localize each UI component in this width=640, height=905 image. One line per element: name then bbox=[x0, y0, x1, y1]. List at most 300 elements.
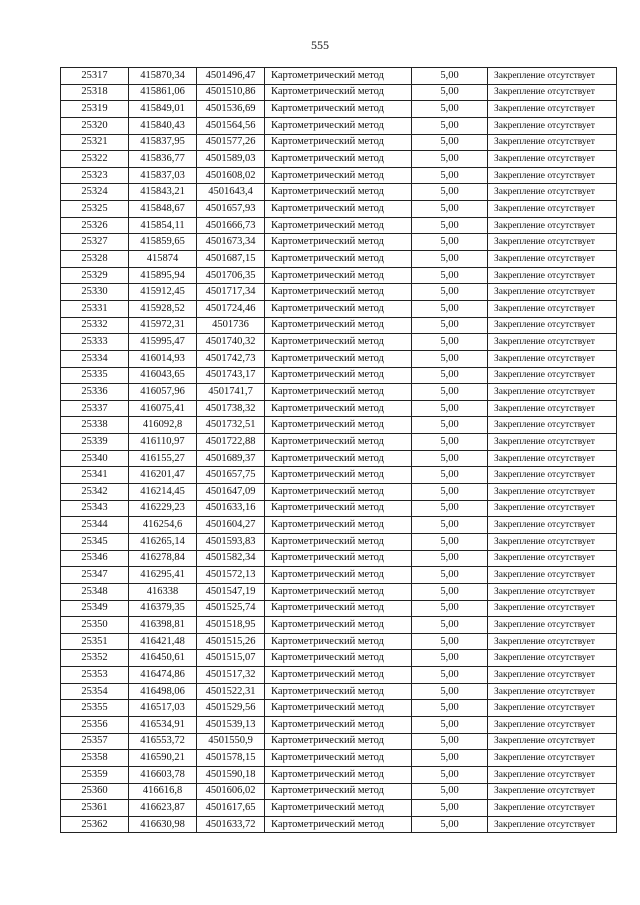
x-coordinate-cell: 416498,06 bbox=[129, 683, 197, 700]
fixation-cell: Закрепление отсутствует bbox=[488, 68, 617, 85]
fixation-cell: Закрепление отсутствует bbox=[488, 234, 617, 251]
method-cell: Картометрический метод bbox=[265, 300, 412, 317]
table-row bbox=[61, 500, 617, 517]
coordinates-table bbox=[60, 67, 617, 833]
x-coordinate-cell: 416057,96 bbox=[129, 384, 197, 401]
table-row bbox=[61, 84, 617, 101]
point-number-cell: 25344 bbox=[61, 517, 129, 534]
x-coordinate-cell: 416338 bbox=[129, 583, 197, 600]
fixation-cell: Закрепление отсутствует bbox=[488, 567, 617, 584]
table-row bbox=[61, 101, 617, 118]
y-coordinate-cell: 4501529,56 bbox=[197, 700, 265, 717]
accuracy-cell: 5,00 bbox=[412, 84, 488, 101]
accuracy-cell: 5,00 bbox=[412, 650, 488, 667]
x-coordinate-cell: 416092,8 bbox=[129, 417, 197, 434]
y-coordinate-cell: 4501515,07 bbox=[197, 650, 265, 667]
accuracy-cell: 5,00 bbox=[412, 350, 488, 367]
method-cell: Картометрический метод bbox=[265, 484, 412, 501]
x-coordinate-cell: 415861,06 bbox=[129, 84, 197, 101]
y-coordinate-cell: 4501496,47 bbox=[197, 68, 265, 85]
x-coordinate-cell: 416155,27 bbox=[129, 450, 197, 467]
y-coordinate-cell: 4501522,31 bbox=[197, 683, 265, 700]
table-row bbox=[61, 633, 617, 650]
x-coordinate-cell: 415837,03 bbox=[129, 167, 197, 184]
point-number-cell: 25353 bbox=[61, 667, 129, 684]
x-coordinate-cell: 415972,31 bbox=[129, 317, 197, 334]
accuracy-cell: 5,00 bbox=[412, 117, 488, 134]
table-row bbox=[61, 716, 617, 733]
method-cell: Картометрический метод bbox=[265, 417, 412, 434]
point-number-cell: 25345 bbox=[61, 533, 129, 550]
x-coordinate-cell: 416254,6 bbox=[129, 517, 197, 534]
y-coordinate-cell: 4501722,88 bbox=[197, 434, 265, 451]
x-coordinate-cell: 416201,47 bbox=[129, 467, 197, 484]
y-coordinate-cell: 4501633,72 bbox=[197, 816, 265, 833]
point-number-cell: 25323 bbox=[61, 167, 129, 184]
fixation-cell: Закрепление отсутствует bbox=[488, 84, 617, 101]
method-cell: Картометрический метод bbox=[265, 533, 412, 550]
method-cell: Картометрический метод bbox=[265, 600, 412, 617]
point-number-cell: 25330 bbox=[61, 284, 129, 301]
table-row bbox=[61, 134, 617, 151]
accuracy-cell: 5,00 bbox=[412, 151, 488, 168]
table-row bbox=[61, 567, 617, 584]
fixation-cell: Закрепление отсутствует bbox=[488, 800, 617, 817]
table-row bbox=[61, 583, 617, 600]
x-coordinate-cell: 415836,77 bbox=[129, 151, 197, 168]
y-coordinate-cell: 4501564,56 bbox=[197, 117, 265, 134]
fixation-cell: Закрепление отсутствует bbox=[488, 367, 617, 384]
fixation-cell: Закрепление отсутствует bbox=[488, 533, 617, 550]
point-number-cell: 25359 bbox=[61, 766, 129, 783]
point-number-cell: 25355 bbox=[61, 700, 129, 717]
table-row bbox=[61, 400, 617, 417]
table-row bbox=[61, 434, 617, 451]
x-coordinate-cell: 416265,14 bbox=[129, 533, 197, 550]
y-coordinate-cell: 4501673,34 bbox=[197, 234, 265, 251]
accuracy-cell: 5,00 bbox=[412, 400, 488, 417]
x-coordinate-cell: 416517,03 bbox=[129, 700, 197, 717]
table-row bbox=[61, 533, 617, 550]
fixation-cell: Закрепление отсутствует bbox=[488, 384, 617, 401]
point-number-cell: 25361 bbox=[61, 800, 129, 817]
y-coordinate-cell: 4501572,13 bbox=[197, 567, 265, 584]
point-number-cell: 25347 bbox=[61, 567, 129, 584]
method-cell: Картометрический метод bbox=[265, 101, 412, 118]
table-row bbox=[61, 783, 617, 800]
method-cell: Картометрический метод bbox=[265, 117, 412, 134]
y-coordinate-cell: 4501539,13 bbox=[197, 716, 265, 733]
x-coordinate-cell: 416450,61 bbox=[129, 650, 197, 667]
y-coordinate-cell: 4501687,15 bbox=[197, 251, 265, 268]
method-cell: Картометрический метод bbox=[265, 617, 412, 634]
method-cell: Картометрический метод bbox=[265, 500, 412, 517]
table-row bbox=[61, 234, 617, 251]
method-cell: Картометрический метод bbox=[265, 633, 412, 650]
fixation-cell: Закрепление отсутствует bbox=[488, 500, 617, 517]
method-cell: Картометрический метод bbox=[265, 766, 412, 783]
accuracy-cell: 5,00 bbox=[412, 101, 488, 118]
point-number-cell: 25328 bbox=[61, 251, 129, 268]
fixation-cell: Закрепление отсутствует bbox=[488, 467, 617, 484]
fixation-cell: Закрепление отсутствует bbox=[488, 300, 617, 317]
y-coordinate-cell: 4501515,26 bbox=[197, 633, 265, 650]
point-number-cell: 25341 bbox=[61, 467, 129, 484]
method-cell: Картометрический метод bbox=[265, 267, 412, 284]
point-number-cell: 25326 bbox=[61, 217, 129, 234]
y-coordinate-cell: 4501608,02 bbox=[197, 167, 265, 184]
table-row bbox=[61, 484, 617, 501]
accuracy-cell: 5,00 bbox=[412, 434, 488, 451]
table-row bbox=[61, 267, 617, 284]
fixation-cell: Закрепление отсутствует bbox=[488, 450, 617, 467]
table-row bbox=[61, 284, 617, 301]
method-cell: Картометрический метод bbox=[265, 251, 412, 268]
accuracy-cell: 5,00 bbox=[412, 417, 488, 434]
x-coordinate-cell: 415928,52 bbox=[129, 300, 197, 317]
point-number-cell: 25322 bbox=[61, 151, 129, 168]
fixation-cell: Закрепление отсутствует bbox=[488, 700, 617, 717]
fixation-cell: Закрепление отсутствует bbox=[488, 317, 617, 334]
point-number-cell: 25360 bbox=[61, 783, 129, 800]
x-coordinate-cell: 416295,41 bbox=[129, 567, 197, 584]
y-coordinate-cell: 4501550,9 bbox=[197, 733, 265, 750]
point-number-cell: 25320 bbox=[61, 117, 129, 134]
fixation-cell: Закрепление отсутствует bbox=[488, 667, 617, 684]
y-coordinate-cell: 4501518,95 bbox=[197, 617, 265, 634]
point-number-cell: 25327 bbox=[61, 234, 129, 251]
table-row bbox=[61, 550, 617, 567]
fixation-cell: Закрепление отсутствует bbox=[488, 733, 617, 750]
x-coordinate-cell: 416553,72 bbox=[129, 733, 197, 750]
point-number-cell: 25356 bbox=[61, 716, 129, 733]
x-coordinate-cell: 415837,95 bbox=[129, 134, 197, 151]
table-row bbox=[61, 117, 617, 134]
accuracy-cell: 5,00 bbox=[412, 517, 488, 534]
accuracy-cell: 5,00 bbox=[412, 667, 488, 684]
method-cell: Картометрический метод bbox=[265, 567, 412, 584]
point-number-cell: 25352 bbox=[61, 650, 129, 667]
x-coordinate-cell: 415995,47 bbox=[129, 334, 197, 351]
fixation-cell: Закрепление отсутствует bbox=[488, 184, 617, 201]
table-row bbox=[61, 683, 617, 700]
accuracy-cell: 5,00 bbox=[412, 167, 488, 184]
accuracy-cell: 5,00 bbox=[412, 816, 488, 833]
accuracy-cell: 5,00 bbox=[412, 700, 488, 717]
method-cell: Картометрический метод bbox=[265, 816, 412, 833]
point-number-cell: 25318 bbox=[61, 84, 129, 101]
method-cell: Картометрический метод bbox=[265, 84, 412, 101]
y-coordinate-cell: 4501578,15 bbox=[197, 750, 265, 767]
method-cell: Картометрический метод bbox=[265, 367, 412, 384]
table-row bbox=[61, 467, 617, 484]
method-cell: Картометрический метод bbox=[265, 550, 412, 567]
x-coordinate-cell: 415874 bbox=[129, 251, 197, 268]
y-coordinate-cell: 4501536,69 bbox=[197, 101, 265, 118]
fixation-cell: Закрепление отсутствует bbox=[488, 334, 617, 351]
method-cell: Картометрический метод bbox=[265, 733, 412, 750]
accuracy-cell: 5,00 bbox=[412, 583, 488, 600]
accuracy-cell: 5,00 bbox=[412, 284, 488, 301]
point-number-cell: 25332 bbox=[61, 317, 129, 334]
point-number-cell: 25346 bbox=[61, 550, 129, 567]
fixation-cell: Закрепление отсутствует bbox=[488, 400, 617, 417]
fixation-cell: Закрепление отсутствует bbox=[488, 550, 617, 567]
method-cell: Картометрический метод bbox=[265, 683, 412, 700]
table-row bbox=[61, 184, 617, 201]
y-coordinate-cell: 4501589,03 bbox=[197, 151, 265, 168]
y-coordinate-cell: 4501604,27 bbox=[197, 517, 265, 534]
table-row bbox=[61, 816, 617, 833]
accuracy-cell: 5,00 bbox=[412, 533, 488, 550]
method-cell: Картометрический метод bbox=[265, 384, 412, 401]
accuracy-cell: 5,00 bbox=[412, 267, 488, 284]
accuracy-cell: 5,00 bbox=[412, 134, 488, 151]
fixation-cell: Закрепление отсутствует bbox=[488, 167, 617, 184]
y-coordinate-cell: 4501741,7 bbox=[197, 384, 265, 401]
method-cell: Картометрический метод bbox=[265, 400, 412, 417]
y-coordinate-cell: 4501742,73 bbox=[197, 350, 265, 367]
x-coordinate-cell: 416421,48 bbox=[129, 633, 197, 650]
x-coordinate-cell: 415848,67 bbox=[129, 201, 197, 218]
point-number-cell: 25335 bbox=[61, 367, 129, 384]
y-coordinate-cell: 4501743,17 bbox=[197, 367, 265, 384]
accuracy-cell: 5,00 bbox=[412, 300, 488, 317]
method-cell: Картометрический метод bbox=[265, 334, 412, 351]
fixation-cell: Закрепление отсутствует bbox=[488, 117, 617, 134]
accuracy-cell: 5,00 bbox=[412, 68, 488, 85]
method-cell: Картометрический метод bbox=[265, 650, 412, 667]
fixation-cell: Закрепление отсутствует bbox=[488, 350, 617, 367]
point-number-cell: 25342 bbox=[61, 484, 129, 501]
point-number-cell: 25357 bbox=[61, 733, 129, 750]
fixation-cell: Закрепление отсутствует bbox=[488, 517, 617, 534]
x-coordinate-cell: 416379,35 bbox=[129, 600, 197, 617]
y-coordinate-cell: 4501706,35 bbox=[197, 267, 265, 284]
table-row bbox=[61, 300, 617, 317]
fixation-cell: Закрепление отсутствует bbox=[488, 267, 617, 284]
y-coordinate-cell: 4501525,74 bbox=[197, 600, 265, 617]
y-coordinate-cell: 4501736 bbox=[197, 317, 265, 334]
y-coordinate-cell: 4501590,18 bbox=[197, 766, 265, 783]
table-row bbox=[61, 151, 617, 168]
method-cell: Картометрический метод bbox=[265, 350, 412, 367]
y-coordinate-cell: 4501666,73 bbox=[197, 217, 265, 234]
fixation-cell: Закрепление отсутствует bbox=[488, 783, 617, 800]
accuracy-cell: 5,00 bbox=[412, 467, 488, 484]
accuracy-cell: 5,00 bbox=[412, 633, 488, 650]
method-cell: Картометрический метод bbox=[265, 134, 412, 151]
fixation-cell: Закрепление отсутствует bbox=[488, 633, 617, 650]
method-cell: Картометрический метод bbox=[265, 184, 412, 201]
method-cell: Картометрический метод bbox=[265, 167, 412, 184]
x-coordinate-cell: 416229,23 bbox=[129, 500, 197, 517]
fixation-cell: Закрепление отсутствует bbox=[488, 617, 617, 634]
x-coordinate-cell: 416590,21 bbox=[129, 750, 197, 767]
table-row bbox=[61, 167, 617, 184]
point-number-cell: 25358 bbox=[61, 750, 129, 767]
x-coordinate-cell: 415859,65 bbox=[129, 234, 197, 251]
point-number-cell: 25319 bbox=[61, 101, 129, 118]
method-cell: Картометрический метод bbox=[265, 783, 412, 800]
accuracy-cell: 5,00 bbox=[412, 384, 488, 401]
point-number-cell: 25334 bbox=[61, 350, 129, 367]
x-coordinate-cell: 416534,91 bbox=[129, 716, 197, 733]
fixation-cell: Закрепление отсутствует bbox=[488, 766, 617, 783]
point-number-cell: 25329 bbox=[61, 267, 129, 284]
accuracy-cell: 5,00 bbox=[412, 184, 488, 201]
y-coordinate-cell: 4501740,32 bbox=[197, 334, 265, 351]
accuracy-cell: 5,00 bbox=[412, 201, 488, 218]
point-number-cell: 25331 bbox=[61, 300, 129, 317]
method-cell: Картометрический метод bbox=[265, 151, 412, 168]
x-coordinate-cell: 415854,11 bbox=[129, 217, 197, 234]
method-cell: Картометрический метод bbox=[265, 68, 412, 85]
point-number-cell: 25337 bbox=[61, 400, 129, 417]
table-row bbox=[61, 201, 617, 218]
method-cell: Картометрический метод bbox=[265, 800, 412, 817]
y-coordinate-cell: 4501657,75 bbox=[197, 467, 265, 484]
y-coordinate-cell: 4501717,34 bbox=[197, 284, 265, 301]
table-row bbox=[61, 517, 617, 534]
accuracy-cell: 5,00 bbox=[412, 317, 488, 334]
fixation-cell: Закрепление отсутствует bbox=[488, 201, 617, 218]
table-row bbox=[61, 600, 617, 617]
point-number-cell: 25321 bbox=[61, 134, 129, 151]
point-number-cell: 25343 bbox=[61, 500, 129, 517]
y-coordinate-cell: 4501647,09 bbox=[197, 484, 265, 501]
point-number-cell: 25349 bbox=[61, 600, 129, 617]
accuracy-cell: 5,00 bbox=[412, 567, 488, 584]
y-coordinate-cell: 4501643,4 bbox=[197, 184, 265, 201]
fixation-cell: Закрепление отсутствует bbox=[488, 484, 617, 501]
x-coordinate-cell: 415895,94 bbox=[129, 267, 197, 284]
point-number-cell: 25339 bbox=[61, 434, 129, 451]
y-coordinate-cell: 4501689,37 bbox=[197, 450, 265, 467]
fixation-cell: Закрепление отсутствует bbox=[488, 600, 617, 617]
fixation-cell: Закрепление отсутствует bbox=[488, 816, 617, 833]
x-coordinate-cell: 416214,45 bbox=[129, 484, 197, 501]
point-number-cell: 25338 bbox=[61, 417, 129, 434]
accuracy-cell: 5,00 bbox=[412, 600, 488, 617]
method-cell: Картометрический метод bbox=[265, 716, 412, 733]
fixation-cell: Закрепление отсутствует bbox=[488, 650, 617, 667]
accuracy-cell: 5,00 bbox=[412, 484, 488, 501]
x-coordinate-cell: 416278,84 bbox=[129, 550, 197, 567]
table-row bbox=[61, 617, 617, 634]
fixation-cell: Закрепление отсутствует bbox=[488, 101, 617, 118]
x-coordinate-cell: 416110,97 bbox=[129, 434, 197, 451]
accuracy-cell: 5,00 bbox=[412, 783, 488, 800]
x-coordinate-cell: 416014,93 bbox=[129, 350, 197, 367]
accuracy-cell: 5,00 bbox=[412, 334, 488, 351]
x-coordinate-cell: 415849,01 bbox=[129, 101, 197, 118]
table-row bbox=[61, 367, 617, 384]
fixation-cell: Закрепление отсутствует bbox=[488, 151, 617, 168]
table-row bbox=[61, 350, 617, 367]
x-coordinate-cell: 416603,78 bbox=[129, 766, 197, 783]
fixation-cell: Закрепление отсутствует bbox=[488, 716, 617, 733]
x-coordinate-cell: 416075,41 bbox=[129, 400, 197, 417]
y-coordinate-cell: 4501582,34 bbox=[197, 550, 265, 567]
x-coordinate-cell: 415912,45 bbox=[129, 284, 197, 301]
table-row bbox=[61, 800, 617, 817]
point-number-cell: 25336 bbox=[61, 384, 129, 401]
method-cell: Картометрический метод bbox=[265, 667, 412, 684]
table-row bbox=[61, 733, 617, 750]
y-coordinate-cell: 4501724,46 bbox=[197, 300, 265, 317]
y-coordinate-cell: 4501657,93 bbox=[197, 201, 265, 218]
fixation-cell: Закрепление отсутствует bbox=[488, 434, 617, 451]
table-row bbox=[61, 417, 617, 434]
table-row bbox=[61, 334, 617, 351]
accuracy-cell: 5,00 bbox=[412, 733, 488, 750]
fixation-cell: Закрепление отсутствует bbox=[488, 683, 617, 700]
point-number-cell: 25348 bbox=[61, 583, 129, 600]
accuracy-cell: 5,00 bbox=[412, 217, 488, 234]
y-coordinate-cell: 4501738,32 bbox=[197, 400, 265, 417]
table-row bbox=[61, 667, 617, 684]
table-row bbox=[61, 384, 617, 401]
y-coordinate-cell: 4501510,86 bbox=[197, 84, 265, 101]
accuracy-cell: 5,00 bbox=[412, 683, 488, 700]
method-cell: Картометрический метод bbox=[265, 583, 412, 600]
y-coordinate-cell: 4501732,51 bbox=[197, 417, 265, 434]
fixation-cell: Закрепление отсутствует bbox=[488, 284, 617, 301]
point-number-cell: 25354 bbox=[61, 683, 129, 700]
accuracy-cell: 5,00 bbox=[412, 450, 488, 467]
x-coordinate-cell: 415843,21 bbox=[129, 184, 197, 201]
x-coordinate-cell: 415840,43 bbox=[129, 117, 197, 134]
method-cell: Картометрический метод bbox=[265, 467, 412, 484]
method-cell: Картометрический метод bbox=[265, 317, 412, 334]
method-cell: Картометрический метод bbox=[265, 750, 412, 767]
x-coordinate-cell: 416398,81 bbox=[129, 617, 197, 634]
point-number-cell: 25333 bbox=[61, 334, 129, 351]
method-cell: Картометрический метод bbox=[265, 700, 412, 717]
fixation-cell: Закрепление отсутствует bbox=[488, 750, 617, 767]
table-body bbox=[61, 68, 617, 833]
x-coordinate-cell: 416616,8 bbox=[129, 783, 197, 800]
table-row bbox=[61, 450, 617, 467]
x-coordinate-cell: 416623,87 bbox=[129, 800, 197, 817]
method-cell: Картометрический метод bbox=[265, 284, 412, 301]
method-cell: Картометрический метод bbox=[265, 434, 412, 451]
table-row bbox=[61, 251, 617, 268]
accuracy-cell: 5,00 bbox=[412, 766, 488, 783]
point-number-cell: 25340 bbox=[61, 450, 129, 467]
y-coordinate-cell: 4501517,32 bbox=[197, 667, 265, 684]
accuracy-cell: 5,00 bbox=[412, 750, 488, 767]
x-coordinate-cell: 416043,65 bbox=[129, 367, 197, 384]
point-number-cell: 25325 bbox=[61, 201, 129, 218]
table-row bbox=[61, 317, 617, 334]
accuracy-cell: 5,00 bbox=[412, 617, 488, 634]
point-number-cell: 25350 bbox=[61, 617, 129, 634]
y-coordinate-cell: 4501593,83 bbox=[197, 533, 265, 550]
table-row bbox=[61, 700, 617, 717]
method-cell: Картометрический метод bbox=[265, 217, 412, 234]
point-number-cell: 25317 bbox=[61, 68, 129, 85]
point-number-cell: 25362 bbox=[61, 816, 129, 833]
accuracy-cell: 5,00 bbox=[412, 550, 488, 567]
point-number-cell: 25351 bbox=[61, 633, 129, 650]
method-cell: Картометрический метод bbox=[265, 234, 412, 251]
fixation-cell: Закрепление отсутствует bbox=[488, 583, 617, 600]
method-cell: Картометрический метод bbox=[265, 201, 412, 218]
table-row bbox=[61, 750, 617, 767]
y-coordinate-cell: 4501617,65 bbox=[197, 800, 265, 817]
